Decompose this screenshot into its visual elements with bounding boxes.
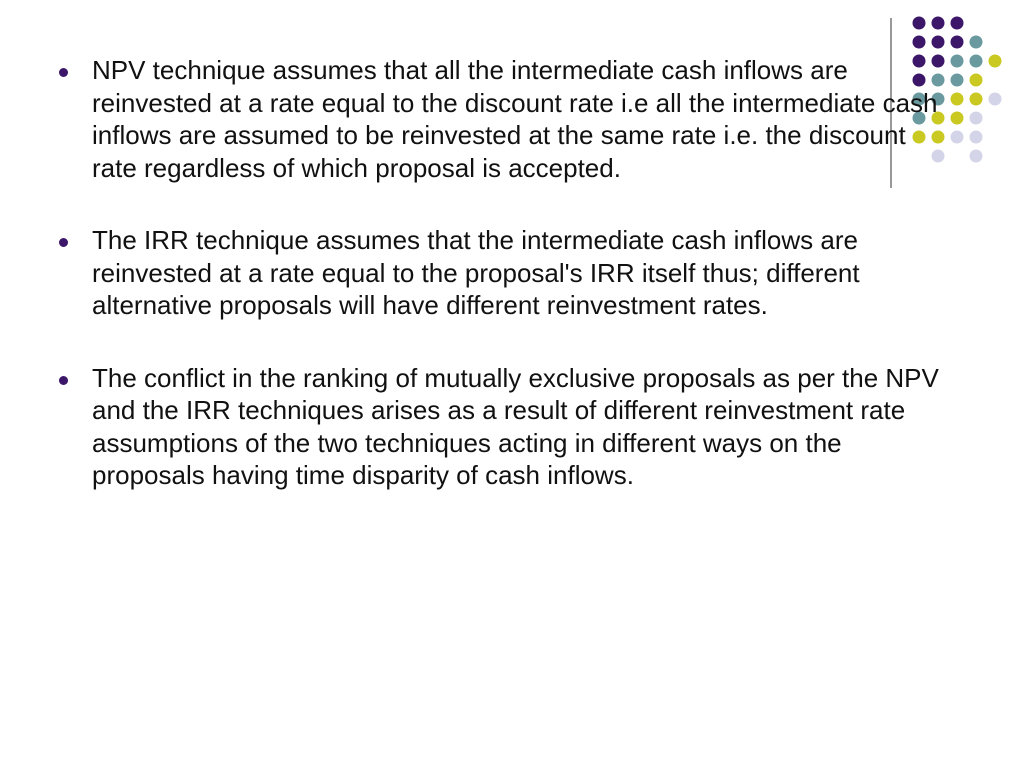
decor-dot (913, 36, 926, 49)
bullet-text: The IRR technique assumes that the intermediate cash inflows are reinvested at a rate equal to the proposal's IRR itself thus; different alternative proposals will have different reinvestment rates. (92, 225, 860, 320)
decor-dot (951, 36, 964, 49)
bullet-dot-icon (59, 376, 68, 385)
bullet-text: The conflict in the ranking of mutually exclusive proposals as per the NPV and the IRR techniques arises as a result of different reinvestment rate assumptions of the two techniques acting in different ways on the proposals having time disparity of cash inflows. (92, 362, 939, 490)
decor-dot (970, 74, 983, 87)
bullet-list (56, 54, 956, 532)
decor-dot (989, 93, 1002, 106)
bullet-item (56, 224, 956, 322)
bullet-item (56, 54, 956, 184)
decor-dot (913, 17, 926, 30)
bullet-dot-icon (59, 238, 68, 247)
decor-dot (970, 93, 983, 106)
bullet-dot-icon (59, 68, 68, 77)
decor-dot (970, 112, 983, 125)
bullet-text: NPV technique assumes that all the intermediate cash inflows are reinvested at a rate equal to the discount rate i.e all the intermediate cash inflows are assumed to be reinvested at the same rate i.e. the discount rate regardless of which proposal is accepted. (92, 55, 938, 183)
decor-dot (932, 36, 945, 49)
decor-dot (932, 17, 945, 30)
decor-dot (970, 150, 983, 163)
decor-dot (989, 55, 1002, 68)
decor-dot (970, 131, 983, 144)
decor-dot (951, 17, 964, 30)
decor-dot (970, 36, 983, 49)
decor-dot (970, 55, 983, 68)
bullet-item (56, 362, 956, 492)
